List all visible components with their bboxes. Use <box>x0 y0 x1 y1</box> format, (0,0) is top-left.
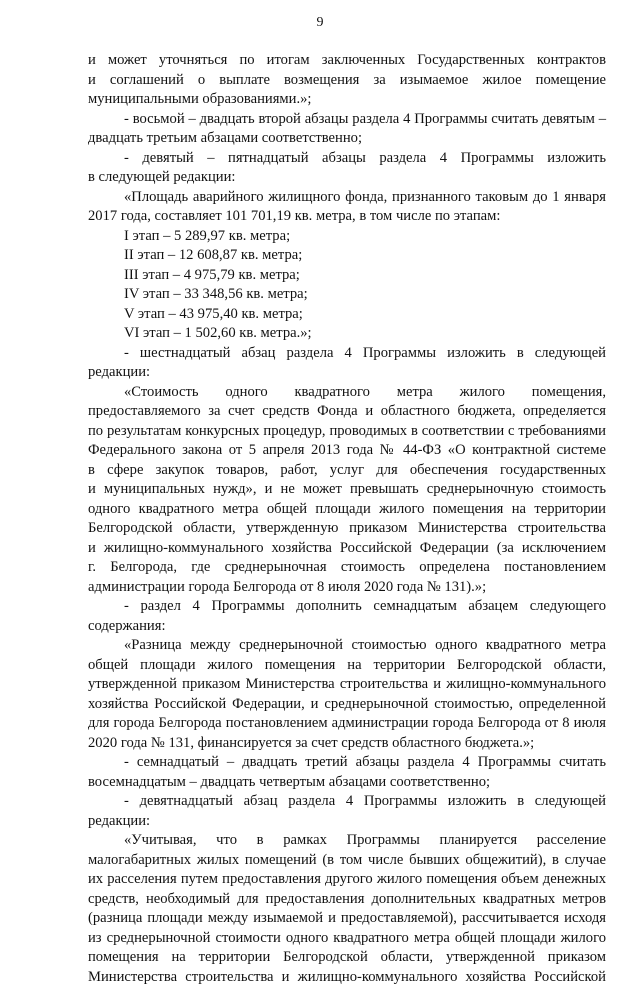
document-body <box>88 51 606 987</box>
text-line: 2020 года № 131, финансируется за счет средств областного бюджета.»; <box>88 734 606 754</box>
text-line: в сфере закупок товаров, работ, услуг для обеспечения государственных <box>88 461 606 481</box>
text-line: средств, необходимый для предоставления дополнительных квадратных метров <box>88 890 606 910</box>
text-line: хозяйства Российской Федерации, и среднерыночной стоимостью, определенной <box>88 695 606 715</box>
text-line: и муниципальных нужд», и не может превышать среднерыночную стоимость <box>88 480 606 500</box>
text-line: V этап – 43 975,40 кв. метра; <box>88 305 606 325</box>
text-line: - девятнадцатый абзац раздела 4 Программы изложить в следующей <box>88 792 606 812</box>
text-line: и жилищно-коммунального хозяйства Российской Федерации (за исключением <box>88 539 606 559</box>
text-line: (разница площади между изымаемой и предоставляемой), рассчитывается исходя <box>88 909 606 929</box>
text-line: и соглашений о выплате возмещения за изымаемое жилое помещение <box>88 71 606 91</box>
text-line: помещения на территории Белгородской области, утвержденной приказом <box>88 948 606 968</box>
text-line: администрации города Белгорода от 8 июля 2020 года № 131).»; <box>88 578 606 598</box>
text-line: VI этап – 1 502,60 кв. метра.»; <box>88 324 606 344</box>
text-line: «Стоимость одного квадратного метра жилого помещения, <box>88 383 606 403</box>
text-line: восемнадцатым – двадцать четвертым абзацами соответственно; <box>88 773 606 793</box>
text-line: Министерства строительства и жилищно-коммунального хозяйства Российской <box>88 968 606 987</box>
text-line: - раздел 4 Программы дополнить семнадцатым абзацем следующего <box>88 597 606 617</box>
text-line: II этап – 12 608,87 кв. метра; <box>88 246 606 266</box>
text-line: содержания: <box>88 617 606 637</box>
text-line: двадцать третьим абзацами соответственно; <box>88 129 606 149</box>
text-line: предоставляемого за счет средств Фонда и областного бюджета, определяется <box>88 402 606 422</box>
text-line: по результатам конкурсных процедур, проводимых в соответствии с требованиями <box>88 422 606 442</box>
text-line: малогабаритных жилых помещений (в том числе бывших общежитий), в случае <box>88 851 606 871</box>
text-line: - семнадцатый – двадцать третий абзацы раздела 4 Программы считать <box>88 753 606 773</box>
text-line: одного квадратного метра общей площади жилого помещения на территории <box>88 500 606 520</box>
text-line: IV этап – 33 348,56 кв. метра; <box>88 285 606 305</box>
text-line: - девятый – пятнадцатый абзацы раздела 4 Программы изложить <box>88 149 606 169</box>
text-line: общей площади жилого помещения на территории Белгородской области, <box>88 656 606 676</box>
text-line: и может уточняться по итогам заключенных Государственных контрактов <box>88 51 606 71</box>
text-line: в следующей редакции: <box>88 168 606 188</box>
text-line: III этап – 4 975,79 кв. метра; <box>88 266 606 286</box>
text-line: редакции: <box>88 363 606 383</box>
text-line: 2017 года, составляет 101 701,19 кв. метра, в том числе по этапам: <box>88 207 606 227</box>
text-line: «Учитывая, что в рамках Программы планируется расселение <box>88 831 606 851</box>
text-line: «Площадь аварийного жилищного фонда, признанного таковым до 1 января <box>88 188 606 208</box>
text-line: муниципальными образованиями.»; <box>88 90 606 110</box>
text-line: - восьмой – двадцать второй абзацы раздела 4 Программы считать девятым – <box>88 110 606 130</box>
text-line: I этап – 5 289,97 кв. метра; <box>88 227 606 247</box>
text-line: их расселения путем предоставления другого жилого помещения объем денежных <box>88 870 606 890</box>
text-line: для города Белгорода постановлением администрации города Белгорода от 8 июля <box>88 714 606 734</box>
text-line: «Разница между среднерыночной стоимостью одного квадратного метра <box>88 636 606 656</box>
text-line: редакции: <box>88 812 606 832</box>
text-line: Федерального закона от 5 апреля 2013 года № 44-ФЗ «О контрактной системе <box>88 441 606 461</box>
text-line: Белгородской области, утвержденную приказом Министерства строительства <box>88 519 606 539</box>
text-line: из среднерыночной стоимости одного квадратного метра общей площади жилого <box>88 929 606 949</box>
page-number: 9 <box>0 14 640 32</box>
text-line: - шестнадцатый абзац раздела 4 Программы изложить в следующей <box>88 344 606 364</box>
text-line: утвержденной приказом Министерства строительства и жилищно-коммунального <box>88 675 606 695</box>
text-line: г. Белгорода, где среднерыночная стоимость определена постановлением <box>88 558 606 578</box>
